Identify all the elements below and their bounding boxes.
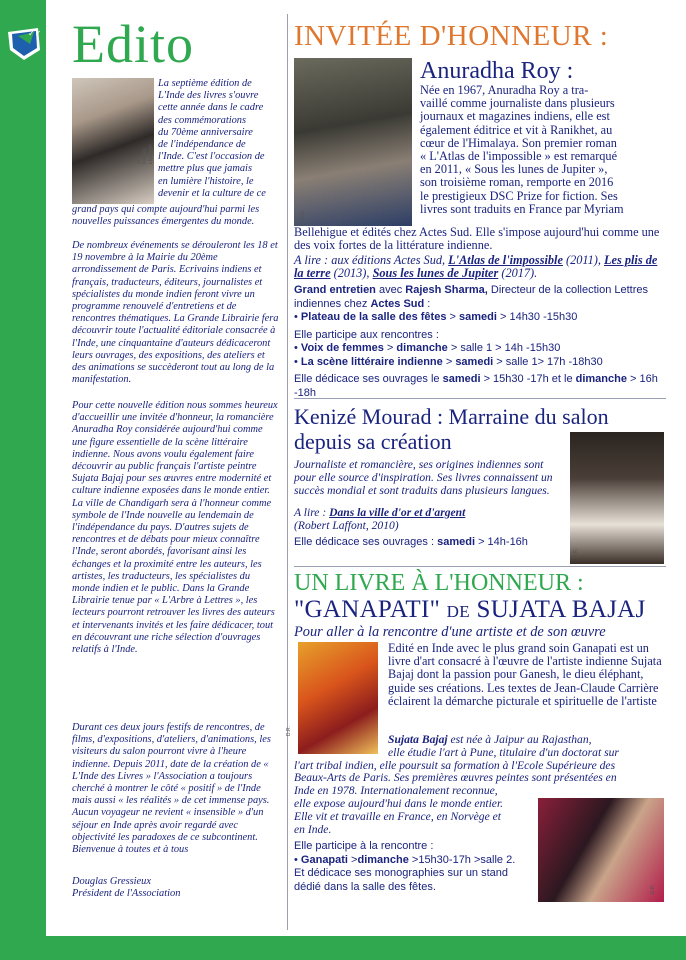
bio-line: vaillé comme journaliste dans plusieurs: [420, 96, 615, 111]
bio-line: Elle vit et travaille en France, en Norvège et: [294, 809, 502, 823]
bio-line: Née en 1967, Anuradha Roy a tra-: [420, 83, 589, 97]
time: > 14h30 -15h30: [496, 311, 578, 323]
book-year: (2017).: [498, 266, 538, 281]
photo-credit: D.R.: [650, 884, 656, 894]
edito-intro: [158, 78, 280, 200]
roy-reading-list: [294, 254, 666, 280]
day: dimanche: [357, 853, 409, 866]
book-year: (2013),: [330, 266, 373, 281]
roy-photo: [294, 58, 412, 226]
dedication-line: [294, 373, 666, 400]
welcome-line: Bienvenue à toutes et à tous: [72, 844, 189, 856]
book-year: (2011),: [562, 253, 605, 267]
bio-line: livres sont traduits en France par Myriam: [420, 201, 624, 216]
roy-bio-end: Bellehigue et édités chez Actes Sud. Elle s'impose aujourd'hui comme une des voix fortes de la littérature indienne.: [294, 225, 660, 253]
time: > salle 1 > 14h -15h30: [447, 342, 561, 354]
book-publisher: (Robert Laffont, 2010): [294, 519, 399, 533]
roy-bio: [420, 84, 666, 216]
bio-line: [294, 734, 666, 747]
bio-line: son troisième roman, remporte en 2016: [420, 175, 614, 190]
day: dimanche: [396, 342, 448, 354]
dedication-line: Et dédicace ses monographies sur un stand dédié dans la salle des fêtes.: [294, 867, 509, 893]
intro-line: cette année dans le cadre: [158, 102, 264, 114]
interview-line: [294, 284, 666, 311]
bio-line: journaux et magazines indiens, elle est: [420, 109, 610, 124]
bio-line: en Inde.: [294, 822, 332, 836]
interviewer-role: Directeur de la collection Lettres indiennes chez: [294, 284, 648, 310]
book-title: Dans la ville d'or et d'argent: [329, 506, 466, 519]
mourad-bio: Journaliste et romancière, ses origines indiennes sont pour elle source d'inspiration. Ses livres connaissent un succès mondial et sont traduits dans plusieurs langues.: [294, 458, 553, 498]
photo-credit: © Roman Lhuissier: [136, 143, 154, 164]
time: > 15h30 -17h et le: [480, 373, 576, 385]
reading-prefix: A lire : aux éditions Actes Sud,: [294, 253, 449, 267]
venue: Plateau de la salle des fêtes: [300, 311, 447, 323]
intro-line: de l'indépendance de: [158, 139, 246, 151]
intro-line: l'Inde. C'est l'occasion de: [158, 151, 265, 163]
edito-paragraph-2: Pour cette nouvelle édition nous sommes heureux d'accueillir une invitée d'honneur, la romancière Anuradha Roy considérée aujourd'hui comme une figure essentielle de la scène littéraire indienne. Nous avons voulu également faire découvrir au public français l'artiste peintre Sujata Bajaj pour ses œuvres entre modernité et culture indienne exposées dans le monde entier. La ville de Chandigarh sera à l'honneur comme symbole de l'Inde nouvelle au lendemain de l'indépendance du pays. D'autres sujets de rencontres et de débats pour mieux connaître l'Inde, seront abordés, favorisant ainsi les échanges et la proximité entre les auteurs, les artistes, les traducteurs, les spécialistes du monde indien et le public. Dans la Grande Librairie tenue par « L'Arbre à Lettres », les lecteurs pourront retrouver les livres des auteurs et intervenants invités et les faire dédicacer, tout en découvrant une riche sélection d'ouvrages relatifs à l'Inde.: [72, 400, 278, 656]
meeting-name: La scène littéraire indienne: [300, 355, 443, 368]
green-sidebar: [0, 0, 46, 960]
intro-line: des commémorations: [158, 114, 247, 126]
mourad-reading: [294, 506, 564, 532]
time: > 14h-16h: [475, 536, 528, 548]
meeting-name: Ganapati: [300, 853, 348, 866]
book-name-title: [294, 596, 646, 624]
interviewer: Rajesh Sharma,: [405, 284, 488, 296]
mourad-title: Kenizé Mourad : Marraine du salon depuis sa création: [294, 404, 609, 454]
bio-line: elle étudie l'art à Pune, titulaire d'un doctorat sur: [388, 745, 619, 759]
intro-line: La septième édition de: [158, 78, 252, 89]
book-subtitle: Pour aller à la rencontre d'une artiste et de son œuvre: [294, 624, 606, 640]
photo-credit: D.R.: [573, 548, 579, 558]
green-footer-bar: [0, 936, 686, 960]
day: samedi: [442, 373, 481, 385]
edito-title: Edito: [72, 14, 194, 74]
text: Elle dédicace ses ouvrages :: [294, 536, 438, 548]
bio-line: en 2011, « Sous les lunes de Jupiter »,: [420, 162, 608, 177]
time: > salle 1> 17h -18h30: [493, 355, 603, 368]
text: :: [424, 297, 431, 310]
signer-role: Président de l'Association: [72, 888, 181, 900]
artist-name: Sujata Bajaj: [388, 733, 448, 746]
section-separator: [294, 398, 666, 399]
meeting-item: • La scène littéraire indienne > samedi > salle 1> 17h -18h30: [294, 355, 603, 368]
intro-line: L'Inde des livres s'ouvre: [158, 90, 259, 102]
bio-line: cœur de l'Himalaya. Son premier roman: [420, 135, 617, 150]
bajaj-schedule: [294, 840, 534, 894]
photo-credit: D.R.: [300, 210, 306, 220]
intro-line: mettre plus que jamais: [158, 163, 252, 175]
interview-label: Grand entretien: [294, 284, 376, 296]
intro-line: devenir et la culture de ce: [158, 187, 266, 199]
text: DE: [446, 602, 470, 621]
photo-credit: D.R.: [286, 726, 292, 736]
time: >15h30-17h >salle 2.: [408, 853, 516, 866]
signature: [72, 876, 280, 900]
festival-logo-icon: [4, 22, 50, 62]
book-of-honor-title: UN LIVRE À L'HONNEUR :: [294, 570, 584, 596]
meeting-item: • Voix de femmes > dimanche > salle 1 > 14h -15h30: [294, 342, 561, 354]
bajaj-photo: [538, 798, 664, 902]
artist-name: SUJATA BAJAJ: [469, 596, 646, 623]
mourad-dedication: [294, 536, 564, 550]
column-divider: [287, 14, 288, 930]
edito-column: [72, 14, 280, 900]
mourad-photo: [570, 432, 664, 564]
text: est née à Jaipur au Rajasthan,: [447, 733, 592, 746]
author-photo: [72, 78, 154, 204]
bio-line: « L'Atlas de l'impossible » est remarqué: [420, 149, 618, 164]
guest-name: Anuradha Roy :: [420, 58, 574, 84]
bio-line: l'art tribal indien, elle poursuit sa formation à l'Ecole Supérieure des: [294, 758, 616, 772]
time: > 16h -18h: [294, 373, 658, 399]
text: avec: [375, 284, 406, 296]
reading-prefix: A lire :: [294, 506, 330, 519]
book-title: L'Atlas de l'impossible: [448, 253, 563, 267]
edito-paragraph-1: De nombreux événements se dérouleront les 18 et 19 novembre à la Mairie du 20ème arrondissement de Paris. Ecrivains indiens et français, traducteurs, éditeurs, journalistes et spécialistes du monde indien feront vivre un programme renouvelé d'entretiens et de rencontres thématiques. La Grande Librairie fera découvrir toute l'actualité éditoriale consacrée à l'Inde, une cinquantaine d'auteurs dédicaceront leurs ouvrages, des expositions, des ateliers et des animations se succèderont tout au long de la manifestation.: [72, 240, 279, 386]
day: samedi: [455, 355, 494, 368]
book-title: Sous les lunes de Jupiter: [372, 266, 499, 281]
bio-line: Inde en 1978. Internationalement reconnue,: [294, 784, 498, 798]
edito-intro-end: grand pays qui compte aujourd'hui parmi les nouvelles puissances émergentes du monde.: [72, 204, 260, 228]
book-name: "GANAPATI": [294, 596, 447, 623]
meetings-intro: Elle participe à la rencontre :: [294, 840, 434, 852]
day: samedi: [459, 311, 497, 323]
guest-of-honor-title: INVITÉE D'HONNEUR :: [294, 20, 609, 52]
section-separator: [294, 566, 666, 567]
meeting-name: Voix de femmes: [300, 342, 384, 354]
text: Elle dédicace ses ouvrages le: [294, 373, 443, 385]
bio-line: Beaux-Arts de Paris. Ses premières œuvres peintes sont présentées en: [294, 771, 617, 785]
intro-line: en lumière l'histoire, le: [158, 175, 254, 187]
intro-line: du 70ème anniversaire: [158, 126, 253, 138]
book-title: Les plis de la terre: [294, 253, 658, 281]
day: samedi: [437, 536, 476, 548]
edito-paragraph-3: [72, 722, 280, 856]
meeting-item: • Ganapati >dimanche >15h30-17h >salle 2.: [294, 853, 516, 866]
bio-line: elle expose aujourd'hui dans le monde entier.: [294, 796, 504, 810]
interview-slot: • Plateau de la salle des fêtes > samedi > 14h30 -15h30: [294, 311, 578, 323]
bio-line: le prestigieux DSC Prize for fiction. Ses: [420, 188, 618, 203]
roy-schedule: [294, 284, 666, 400]
bio-line: également éditrice et vit à Ranikhet, au: [420, 122, 613, 137]
meetings-intro: Elle participe aux rencontres :: [294, 328, 439, 341]
svg-text:✓✓: ✓✓: [28, 29, 42, 38]
publisher: Actes Sud: [370, 297, 425, 310]
paragraph-text: Durant ces deux jours festifs de rencontres, de films, d'expositions, d'ateliers, d'animations, les visiteurs du salon pourront vivre à l'heure indienne. Depuis 2011, date de la création de « L'Inde des Livres » l'Association a toujours cherché à montrer le côté « positif » de l'Inde mais aussi « les réalités » de cet immense pays. Aucun voyageur ne revient « insensible » d'un séjour en Inde après avoir regardé avec objectivité les paradoxes de ce subcontinent.: [72, 722, 271, 843]
day: dimanche: [575, 373, 627, 385]
book-description: Edité en Inde avec le plus grand soin Ganapati est un livre d'art consacré à l'œuvre de l'artiste indienne Sujata Bajaj dont la passion pour Ganesh, le dieu éléphant, guide ses créations. Les textes de Jean-Claude Carrière éclairent la démarche picturale et spirituelle de l'artiste: [388, 641, 662, 708]
signer-name: Douglas Gressieux: [72, 876, 151, 887]
